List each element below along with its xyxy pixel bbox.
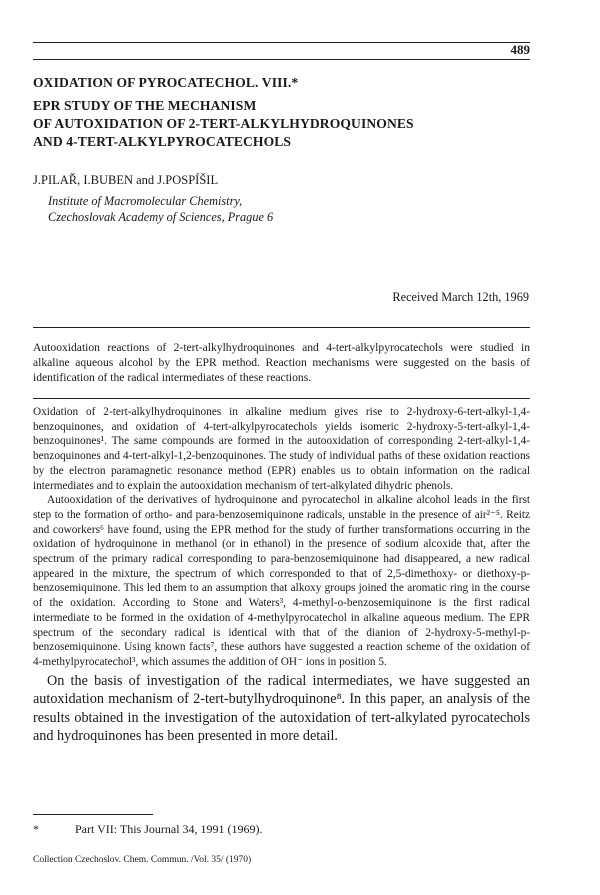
footnote-marker: *	[33, 822, 39, 836]
abstract-bottom-rule	[33, 398, 530, 399]
footnote-rule	[33, 814, 153, 815]
body-paragraph-1: Oxidation of 2-tert-alkylhydroquinones in alkaline medium gives rise to 2-hydroxy-6-tert-alkyl-1,4-benzoquinones, and oxidation of 4-tert-alkylpyrocatechols yields isomeric 2-hydroxy-5-tert-alkyl-1,4-benzoquinones¹. The same compounds are formed in the autooxidation of corresponding 2-tert-alkyl-1,4-benzoquinones and 4-tert-alkyl-1,2-benzoquinones. The study of individual paths of these oxidation reactions by the electron paramagnetic resonance method (EPR) enables us to obtain information on the radical intermediates and to explain the autooxidation mechanism of tert-alkylated dihydric phenols.	[33, 406, 530, 492]
journal-citation: Collection Czechoslov. Chem. Commun. /Vol. 35/ (1970)	[33, 855, 252, 865]
title-line-1: OXIDATION OF PYROCATECHOL. VIII.*	[33, 75, 299, 90]
footnote-text: Part VII: This Journal 34, 1991 (1969).	[75, 822, 263, 836]
body-paragraph-3: On the basis of investigation of the radical intermediates, we have suggested an autoxidation mechanism of 2-tert-butylhydroquinone⁸. In this paper, an analysis of the results obtained in the investigation of the autoxidation of tert-alkylated pyrocatechols and hydroquinones has been presented in more detail.	[33, 672, 530, 745]
body-paragraph-2: Autooxidation of the derivatives of hydroquinone and pyrocatechol in alkaline alcohol leads in the first step to the formation of ortho- and para-benzosemiquinone radicals, unstable in the presence of air²⁻⁵. Reitz and coworkers⁶ have found, using the EPR method for the study of further transformations occurring in the oxidation of hydroquinone in methanol (or in ethanol) in the presence of sodium alcoxide that, after the spectrum of the primary radical corresponding to para-benzosemiquinone had disappeared, a new radical appeared in the mixture, the spectrum of which corresponded to that of 2,5-dimethoxy- or diethoxy-p-benzosemiquinone. This led them to an assumption that alkoxy groups joined the aromatic ring in the course of the oxidation. According to Stone and Waters³, 4-methyl-o-benzosemiquinone is the first radical intermediate to be formed in the oxidation of 4-methylpyrocatechol in alkaline aqueous medium. The EPR spectrum of the secondary radical is identical with that of the dianion of 2-hydroxy-5-methyl-p-benzosemiquinone. Using known facts⁷, these authors have suggested a reaction scheme of the oxidation of 4-methylpyrocatechol³, which assumes the addition of OH⁻ ions in position 5.	[33, 494, 530, 668]
received-date: Received March 12th, 1969	[392, 290, 529, 304]
page-number: 489	[510, 42, 530, 57]
affiliation-line-1: Institute of Macromolecular Chemistry,	[48, 194, 243, 208]
top-rule	[33, 42, 530, 43]
title-line-3: OF AUTOXIDATION OF 2-TERT-ALKYLHYDROQUINONES	[33, 116, 414, 131]
body-text	[33, 405, 530, 746]
abstract-top-rule	[33, 327, 530, 328]
footnote	[33, 822, 263, 837]
header-rule	[33, 59, 530, 60]
abstract: Autooxidation reactions of 2-tert-alkylhydroquinones and 4-tert-alkylpyrocatechols were studied in alkaline aqueous alcohol by the EPR method. Reaction mechanisms were suggested on the basis of identification of the radical intermediates of these reactions.	[33, 341, 530, 384]
authors: J.PILAŘ, I.BUBEN and J.POSPÍŠIL	[33, 173, 219, 187]
title-line-4: AND 4-TERT-ALKYLPYROCATECHOLS	[33, 134, 292, 149]
title-line-2: EPR STUDY OF THE MECHANISM	[33, 98, 257, 113]
affiliation-line-2: Czechoslovak Academy of Sciences, Prague 6	[48, 210, 274, 224]
